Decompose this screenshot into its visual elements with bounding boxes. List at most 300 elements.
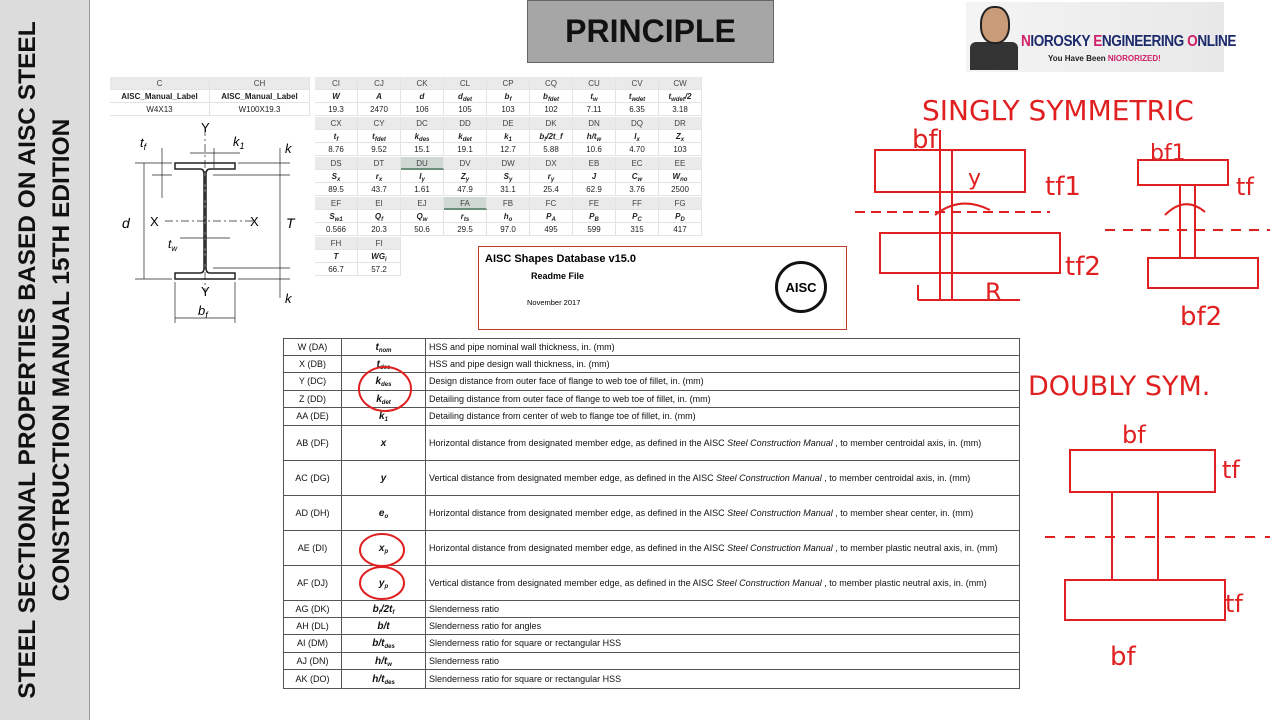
w-shape-diagram xyxy=(110,118,310,328)
definition-row xyxy=(284,339,1020,356)
property-value: 29.5 xyxy=(444,223,487,236)
symbol-base: b xyxy=(504,92,510,101)
property-value: 599 xyxy=(573,223,616,236)
aisc-seal-logo: AISC xyxy=(775,261,827,313)
description-text: Slenderness ratio for square or rectangular HSS xyxy=(429,638,622,648)
property-symbol xyxy=(616,170,659,183)
symbol-subscript: o xyxy=(508,217,513,223)
label-value: W4X13 xyxy=(110,103,210,116)
symbol xyxy=(342,461,426,496)
column-header: CI xyxy=(315,77,358,90)
symbol-base: t xyxy=(376,358,380,370)
description xyxy=(426,601,1020,618)
symbol-base: r xyxy=(547,172,551,181)
side-title-banner xyxy=(0,0,90,720)
symbol xyxy=(342,496,426,531)
x-axis-label-left: X xyxy=(150,214,159,229)
description xyxy=(426,618,1020,635)
symbol-subscript: y xyxy=(465,177,470,183)
property-value: 0.566 xyxy=(315,223,358,236)
caricature-body xyxy=(970,42,1018,70)
symbol-subscript: w xyxy=(593,97,598,103)
column-header: CP xyxy=(487,77,530,90)
symbol-subscript: f xyxy=(378,609,381,616)
symbol-base: I xyxy=(419,172,422,181)
property-symbol xyxy=(315,90,358,103)
definition-row xyxy=(284,618,1020,635)
symbol xyxy=(342,356,426,373)
tw-label: $t_w$ xyxy=(168,237,178,253)
symbol-base: k xyxy=(376,393,382,405)
property-symbol xyxy=(487,90,530,103)
symbol-subscript: y xyxy=(550,177,555,183)
property-value: 8.76 xyxy=(315,143,358,156)
description xyxy=(426,408,1020,426)
description-tail: , to member shear center, in. (mm) xyxy=(832,507,974,518)
symbol-subscript: o xyxy=(384,513,389,520)
symbol-base: k xyxy=(375,376,382,387)
symbol-suffix: /2 xyxy=(684,92,692,101)
symbol-base: S xyxy=(331,172,337,181)
property-symbol xyxy=(530,130,573,143)
caricature-face xyxy=(980,6,1010,44)
column-header: CJ xyxy=(358,77,401,90)
property-value: 19.1 xyxy=(444,143,487,156)
property-value: 417 xyxy=(659,223,702,236)
description-tail: , to member centroidal axis, in. (mm) xyxy=(821,472,971,483)
description-text: Horizontal distance from designated member edge, as defined in the AISC xyxy=(429,507,728,518)
property-symbol xyxy=(401,170,444,183)
symbol-subscript: f xyxy=(509,97,512,103)
definition-row xyxy=(284,635,1020,653)
property-symbol xyxy=(530,210,573,223)
column-header: EJ xyxy=(401,197,444,210)
column-header: DK xyxy=(530,117,573,130)
symbol-suffix: /2t_f xyxy=(546,132,563,141)
property-value: 31.1 xyxy=(487,183,530,196)
symbol-subscript: des xyxy=(384,679,395,686)
description xyxy=(426,566,1020,601)
column-header: CW xyxy=(659,77,702,90)
symbol-base: x xyxy=(378,542,385,554)
symbol-subscript: des xyxy=(381,382,392,388)
symbol-base: b xyxy=(539,132,545,141)
symbol-subscript: w xyxy=(596,137,602,143)
hw-bf-doubly-bottom: bf xyxy=(1110,642,1136,672)
symbol-subscript: y xyxy=(509,177,513,183)
symbol-base: S xyxy=(503,172,509,181)
definitions-table xyxy=(283,338,1020,689)
symbol-base: t xyxy=(668,92,672,101)
property-value: 50.6 xyxy=(401,223,444,236)
description xyxy=(426,373,1020,391)
column-header: CY xyxy=(358,117,401,130)
symbol-base: y xyxy=(380,472,387,484)
symbol-base: t xyxy=(372,132,375,141)
column-header: EC xyxy=(616,157,659,170)
y-axis-label-top: Y xyxy=(201,120,210,135)
column-code: AB (DF) xyxy=(284,426,342,461)
symbol-base: k xyxy=(458,132,463,141)
property-value: 105 xyxy=(444,103,487,116)
symbol-subscript: fdet xyxy=(547,97,559,103)
column-header: FF xyxy=(616,197,659,210)
description xyxy=(426,339,1020,356)
symbol-subscript: B xyxy=(594,217,599,223)
symbol xyxy=(342,653,426,670)
symbol-subscript: x xyxy=(636,137,640,143)
T-label: T xyxy=(286,215,295,231)
property-value: 89.5 xyxy=(315,183,358,196)
symbol-base: k xyxy=(414,132,420,141)
property-value: 3.18 xyxy=(659,103,702,116)
definition-row xyxy=(284,408,1020,426)
symbol-subscript: 1 xyxy=(508,137,512,143)
symbol-subscript: f xyxy=(381,217,384,223)
property-value: 19.3 xyxy=(315,103,358,116)
symbol-base: Z xyxy=(675,132,681,141)
property-symbol xyxy=(444,90,487,103)
hw-bf: bf xyxy=(912,125,938,155)
property-symbol xyxy=(659,90,702,103)
symbol-subscript: des xyxy=(419,137,430,143)
symbol-base: WG xyxy=(371,252,386,261)
property-symbol xyxy=(616,210,659,223)
hw-tf-right: tf xyxy=(1236,173,1254,201)
column-code: AF (DJ) xyxy=(284,566,342,601)
side-title-line-2: CONSTRUCTION MANUAL 15TH EDITION xyxy=(48,118,75,602)
symbol xyxy=(342,566,426,601)
property-value: 7.11 xyxy=(573,103,616,116)
property-symbol xyxy=(444,130,487,143)
symbol xyxy=(342,670,426,689)
symbol-base: r xyxy=(375,172,379,181)
symbol-subscript: wdet xyxy=(671,97,685,103)
column-code: AK (DO) xyxy=(284,670,342,689)
description xyxy=(426,356,1020,373)
symbol-base: I xyxy=(634,132,637,141)
hw-tf-doubly-top: tf xyxy=(1222,456,1240,484)
property-value: 106 xyxy=(401,103,444,116)
symbol-subscript: x xyxy=(337,177,341,183)
column-header: DD xyxy=(444,117,487,130)
column-header: DE xyxy=(487,117,530,130)
property-value: 20.3 xyxy=(358,223,401,236)
description-text: HSS and pipe design wall thickness, in. (mm) xyxy=(429,358,610,369)
definition-row xyxy=(284,356,1020,373)
symbol-subscript: 1 xyxy=(384,417,388,423)
symbol-subscript: det xyxy=(381,399,391,406)
readme-date: November 2017 xyxy=(527,298,581,307)
symbol-subscript: fdet xyxy=(374,137,386,143)
description-text: Horizontal distance from designated member edge, as defined in the AISC xyxy=(429,437,728,448)
symbol-base: t xyxy=(590,92,593,101)
symbol xyxy=(342,339,426,356)
symbol-base: C xyxy=(631,172,638,181)
column-header: DU xyxy=(401,157,444,170)
symbol-base: b xyxy=(543,92,548,101)
property-symbol xyxy=(573,90,616,103)
symbol-base: h xyxy=(503,212,509,221)
symbol-subscript: w xyxy=(637,177,643,183)
k-label-top: k xyxy=(285,141,292,156)
definition-row xyxy=(284,531,1020,566)
symbol-base: e xyxy=(378,507,385,519)
manual-title: Steel Construction Manual xyxy=(727,542,833,553)
column-header: FE xyxy=(573,197,616,210)
definition-row xyxy=(284,496,1020,531)
description-text: Horizontal distance from designated member edge, as defined in the AISC xyxy=(429,542,728,553)
symbol-base: S xyxy=(329,212,335,221)
property-value: 9.52 xyxy=(358,143,401,156)
property-symbol xyxy=(659,170,702,183)
symbol xyxy=(342,373,426,391)
symbol-subscript: C xyxy=(637,217,642,223)
property-symbol xyxy=(573,210,616,223)
property-value: 3.76 xyxy=(616,183,659,196)
hw-tf2: tf2 xyxy=(1065,252,1101,282)
description-text: Slenderness ratio xyxy=(429,603,500,614)
property-symbol xyxy=(530,170,573,183)
property-value: 315 xyxy=(616,223,659,236)
property-symbol xyxy=(659,210,702,223)
property-symbol xyxy=(616,130,659,143)
column-header: CH xyxy=(210,77,310,90)
column-header: C xyxy=(110,77,210,90)
definition-row xyxy=(284,373,1020,391)
property-symbol xyxy=(315,130,358,143)
symbol-subscript: det xyxy=(462,137,472,143)
description xyxy=(426,391,1020,408)
column-header: CV xyxy=(616,77,659,90)
description-text: Vertical distance from designated member edge, as defined in the AISC xyxy=(429,472,717,483)
property-symbol xyxy=(487,170,530,183)
column-code: X (DB) xyxy=(284,356,342,373)
description xyxy=(426,496,1020,531)
property-value: 102 xyxy=(530,103,573,116)
symbol-base: Z xyxy=(460,172,466,181)
column-header: CL xyxy=(444,77,487,90)
property-symbol xyxy=(487,130,530,143)
column-code: AC (DG) xyxy=(284,461,342,496)
column-header: FH xyxy=(315,237,358,250)
symbol-subscript: det xyxy=(462,97,472,103)
description-text: Design distance from outer face of flange to web toe of fillet, in. (mm) xyxy=(429,376,704,386)
column-header: CX xyxy=(315,117,358,130)
column-code: W (DA) xyxy=(284,339,342,356)
symbol-subscript: nom xyxy=(378,347,392,354)
symbol-base: W xyxy=(672,172,681,181)
label-header: AISC_Manual_Label xyxy=(110,90,210,103)
symbol-base: b/t xyxy=(372,638,385,649)
symbol-base: h/t xyxy=(375,655,388,667)
property-symbol xyxy=(444,210,487,223)
definition-row xyxy=(284,461,1020,496)
hw-bf1: bf1 xyxy=(1150,141,1186,166)
bf-label: $b_f$ xyxy=(198,303,208,320)
description-tail: , to member plastic neutral axis, in. (mm) xyxy=(821,577,987,588)
property-value: 10.6 xyxy=(573,143,616,156)
manual-title: Steel Construction Manual xyxy=(727,507,833,518)
column-header: FA xyxy=(444,197,487,210)
symbol-base: k xyxy=(379,411,385,422)
description xyxy=(426,461,1020,496)
symbol-base: d xyxy=(458,92,463,101)
description-text: HSS and pipe nominal wall thickness, in. (mm) xyxy=(429,341,615,352)
property-value: 43.7 xyxy=(358,183,401,196)
property-symbol xyxy=(401,90,444,103)
property-value: 495 xyxy=(530,223,573,236)
definition-row xyxy=(284,566,1020,601)
description-text: Slenderness ratio xyxy=(429,655,500,666)
property-symbol xyxy=(358,90,401,103)
property-symbol xyxy=(315,170,358,183)
column-header: EE xyxy=(659,157,702,170)
hw-bf2: bf2 xyxy=(1180,302,1223,332)
property-value: 2500 xyxy=(659,183,702,196)
symbol-subscript: ts xyxy=(463,217,470,223)
symbol-subscript: x xyxy=(378,177,383,183)
description-text: Slenderness ratio for angles xyxy=(429,620,542,631)
manual-title: Steel Construction Manual xyxy=(727,437,833,448)
column-code: AD (DH) xyxy=(284,496,342,531)
column-header: FB xyxy=(487,197,530,210)
property-symbol xyxy=(358,170,401,183)
symbol-base: h/t xyxy=(586,132,597,141)
property-value: 97.0 xyxy=(487,223,530,236)
description-text: Detailing distance from outer face of flange to web toe of fillet, in. (mm) xyxy=(429,393,711,404)
symbol-subscript: w xyxy=(422,217,428,223)
symbol-subscript: p xyxy=(384,548,389,555)
column-header: CQ xyxy=(530,77,573,90)
column-header: DR xyxy=(659,117,702,130)
property-value: 25.4 xyxy=(530,183,573,196)
hw-y: y xyxy=(968,166,982,191)
definition-row xyxy=(284,653,1020,670)
column-header: FI xyxy=(358,237,401,250)
description xyxy=(426,531,1020,566)
column-header: DN xyxy=(573,117,616,130)
column-header: EB xyxy=(573,157,616,170)
description-text: Slenderness ratio for square or rectangular HSS xyxy=(429,673,622,684)
property-symbol xyxy=(659,130,702,143)
column-header: CU xyxy=(573,77,616,90)
property-symbol xyxy=(358,250,401,263)
column-header: DW xyxy=(487,157,530,170)
symbol-base: Q xyxy=(374,212,382,221)
column-code: AJ (DN) xyxy=(284,653,342,670)
symbol-base: x xyxy=(380,437,387,449)
symbol-subscript: A xyxy=(551,217,556,223)
column-code: Z (DD) xyxy=(284,391,342,408)
symbol-base: P xyxy=(589,212,595,221)
property-symbol xyxy=(401,210,444,223)
property-value: 5.88 xyxy=(530,143,573,156)
symbol-subscript: des xyxy=(384,644,395,650)
column-header: FC xyxy=(530,197,573,210)
k1-label: $k_1$ xyxy=(233,134,245,151)
symbol-base: h/t xyxy=(372,673,385,685)
hw-tf1: tf1 xyxy=(1045,172,1081,202)
description xyxy=(426,426,1020,461)
symbol-base: J xyxy=(591,172,597,181)
symbol xyxy=(342,391,426,408)
k-label-bottom: k xyxy=(285,291,292,306)
symbol xyxy=(342,635,426,653)
readme-cover xyxy=(478,246,847,330)
symbol-subscript: f xyxy=(544,137,547,143)
definition-row xyxy=(284,670,1020,689)
symbol-subscript: D xyxy=(680,217,685,223)
property-value: 62.9 xyxy=(573,183,616,196)
column-header: FG xyxy=(659,197,702,210)
symbol xyxy=(342,531,426,566)
property-symbol xyxy=(358,210,401,223)
property-symbol xyxy=(530,90,573,103)
symbol-subscript: w xyxy=(387,661,392,668)
symbol-subscript: no xyxy=(680,177,688,183)
property-symbol xyxy=(573,170,616,183)
property-symbol xyxy=(444,170,487,183)
property-symbol xyxy=(358,130,401,143)
description-tail: , to member centroidal axis, in. (mm) xyxy=(832,437,982,448)
symbol-suffix-subscript: f xyxy=(392,609,395,616)
symbol xyxy=(342,618,426,635)
readme-title: AISC Shapes Database v15.0 xyxy=(485,253,637,265)
definition-row xyxy=(284,426,1020,461)
symbol-base: Q xyxy=(416,212,423,221)
description-text: Detailing distance from center of web to flange toe of fillet, in. (mm) xyxy=(429,411,696,421)
readme-subtitle: Readme File xyxy=(531,271,585,281)
column-header: EF xyxy=(315,197,358,210)
column-header: DX xyxy=(530,157,573,170)
property-value: 15.1 xyxy=(401,143,444,156)
manual-title: Steel Construction Manual xyxy=(716,577,822,588)
symbol-base: W xyxy=(332,92,340,101)
column-header: DS xyxy=(315,157,358,170)
property-value: 4.70 xyxy=(616,143,659,156)
label-value: W100X19.3 xyxy=(210,103,310,116)
symbol-base: b xyxy=(372,603,379,615)
symbol-subscript: p xyxy=(384,583,389,590)
property-symbol xyxy=(315,210,358,223)
symbol xyxy=(342,408,426,426)
property-value: 47.9 xyxy=(444,183,487,196)
symbol-subscript: x xyxy=(680,137,685,143)
side-title-line-1: STEEL SECTIONAL PROPERTIES BASED ON AISC STEEL xyxy=(14,21,41,699)
symbol-base: T xyxy=(333,252,339,261)
y-axis-label-bottom: Y xyxy=(201,284,210,299)
property-value: 12.7 xyxy=(487,143,530,156)
column-header: EI xyxy=(358,197,401,210)
property-symbol xyxy=(487,210,530,223)
description-text: Vertical distance from designated member edge, as defined in the AISC xyxy=(429,577,717,588)
property-value: 66.7 xyxy=(315,263,358,276)
principle-heading: PRINCIPLE xyxy=(527,0,774,63)
symbol-base: r xyxy=(460,212,464,221)
property-value: 57.2 xyxy=(358,263,401,276)
column-header: DT xyxy=(358,157,401,170)
symbol-base: t xyxy=(628,92,632,101)
logo-tagline: You Have Been NIORORIZED! xyxy=(1048,54,1161,63)
symbol xyxy=(342,601,426,618)
column-header: CK xyxy=(401,77,444,90)
description xyxy=(426,670,1020,689)
symbol-suffix: /2t xyxy=(380,603,393,615)
tf-label: $t_f$ xyxy=(140,135,147,152)
symbol xyxy=(342,426,426,461)
description-tail: , to member plastic neutral axis, in. (mm) xyxy=(832,542,998,553)
